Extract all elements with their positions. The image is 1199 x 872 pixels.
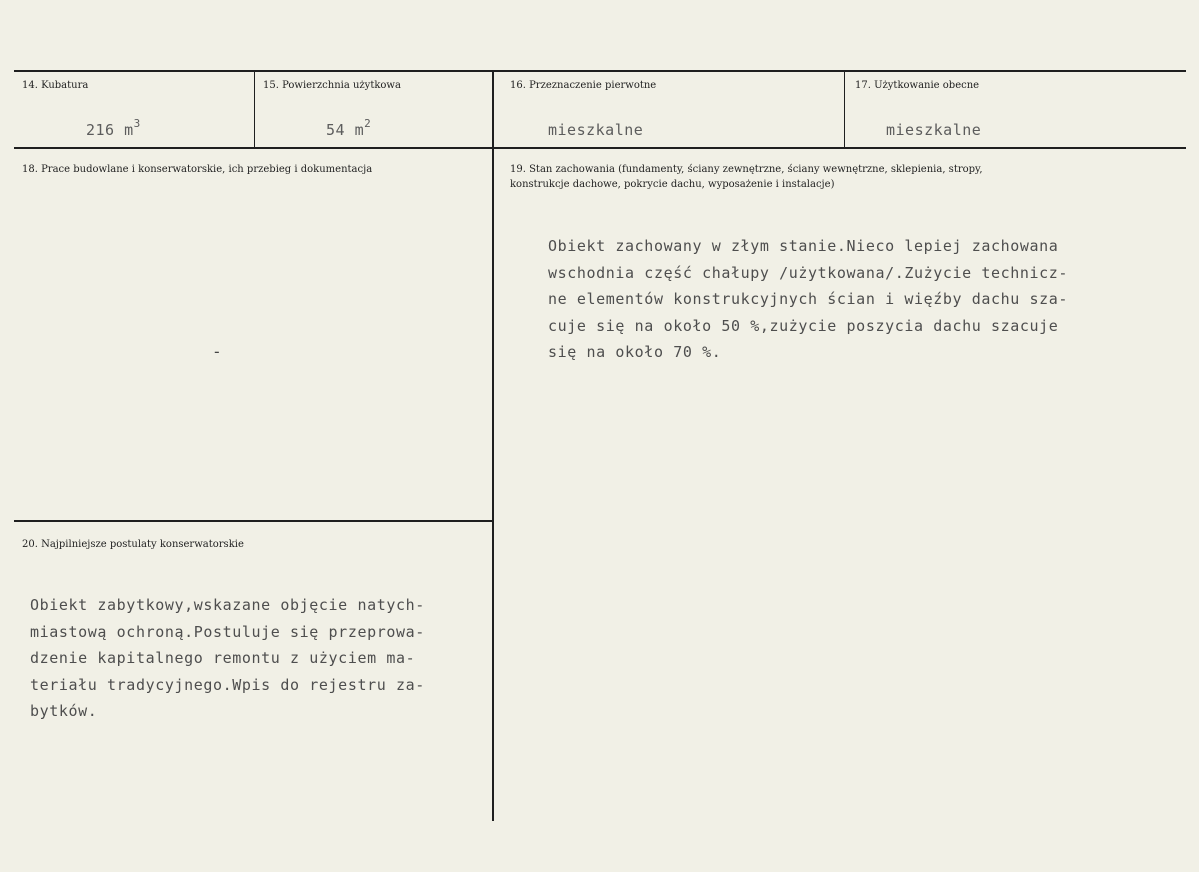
field-15-value-exponent: 2 [364, 117, 372, 130]
divider-16-17 [844, 71, 845, 148]
field-16-label: 16. Przeznaczenie pierwotne [510, 80, 657, 91]
field-15-value [326, 117, 372, 139]
field-19-value: Obiekt zachowany w złym stanie.Nieco lepiej zachowana wschodnia część chałupy /użytkowana/.Zużycie technicz- ne elementów konstrukcyjnych ścian i więźby dachu sza- cuje się na około 50 %,zużycie poszycia dachu szacuje się na około 70 %. [548, 237, 1069, 361]
field-17-label: 17. Użytkowanie obecne [855, 80, 980, 91]
field-14-value [86, 117, 141, 139]
field-18-label: 18. Prace budowlane i konserwatorskie, ich przebieg i dokumentacja [22, 164, 373, 175]
divider-14-15 [254, 71, 255, 148]
divider-15-16 [492, 71, 494, 821]
field-19-label: 19. Stan zachowania (fundamenty, ściany zewnętrzne, ściany wewnętrzne, sklepienia, stropy, konstrukcje dachowe, pokrycie dachu, wyposażenie i instalacje) [510, 164, 983, 190]
field-14-value-text: 216 m [86, 121, 134, 139]
field-16-value: mieszkalne [548, 121, 644, 139]
field-15-value-text: 54 m [326, 121, 365, 139]
field-14-value-exponent: 3 [133, 117, 141, 130]
top-rule [14, 70, 1186, 72]
field-14-label: 14. Kubatura [22, 80, 89, 91]
field-17-value: mieszkalne [886, 121, 982, 139]
field-20-value: Obiekt zabytkowy,wskazane objęcie natych- miastową ochroną.Postuluje się przeprowa- dzenie kapitalnego remontu z użyciem ma- teriału tradycyjnego.Wpis do rejestru za- bytków. [30, 596, 425, 720]
field-20-label: 20. Najpilniejsze postulaty konserwatorskie [22, 539, 244, 550]
row1-bottom-rule [14, 147, 1186, 149]
field-15-label: 15. Powierzchnia użytkowa [263, 80, 401, 91]
section18-bottom-rule [14, 520, 493, 522]
field-18-value: - [212, 342, 222, 361]
